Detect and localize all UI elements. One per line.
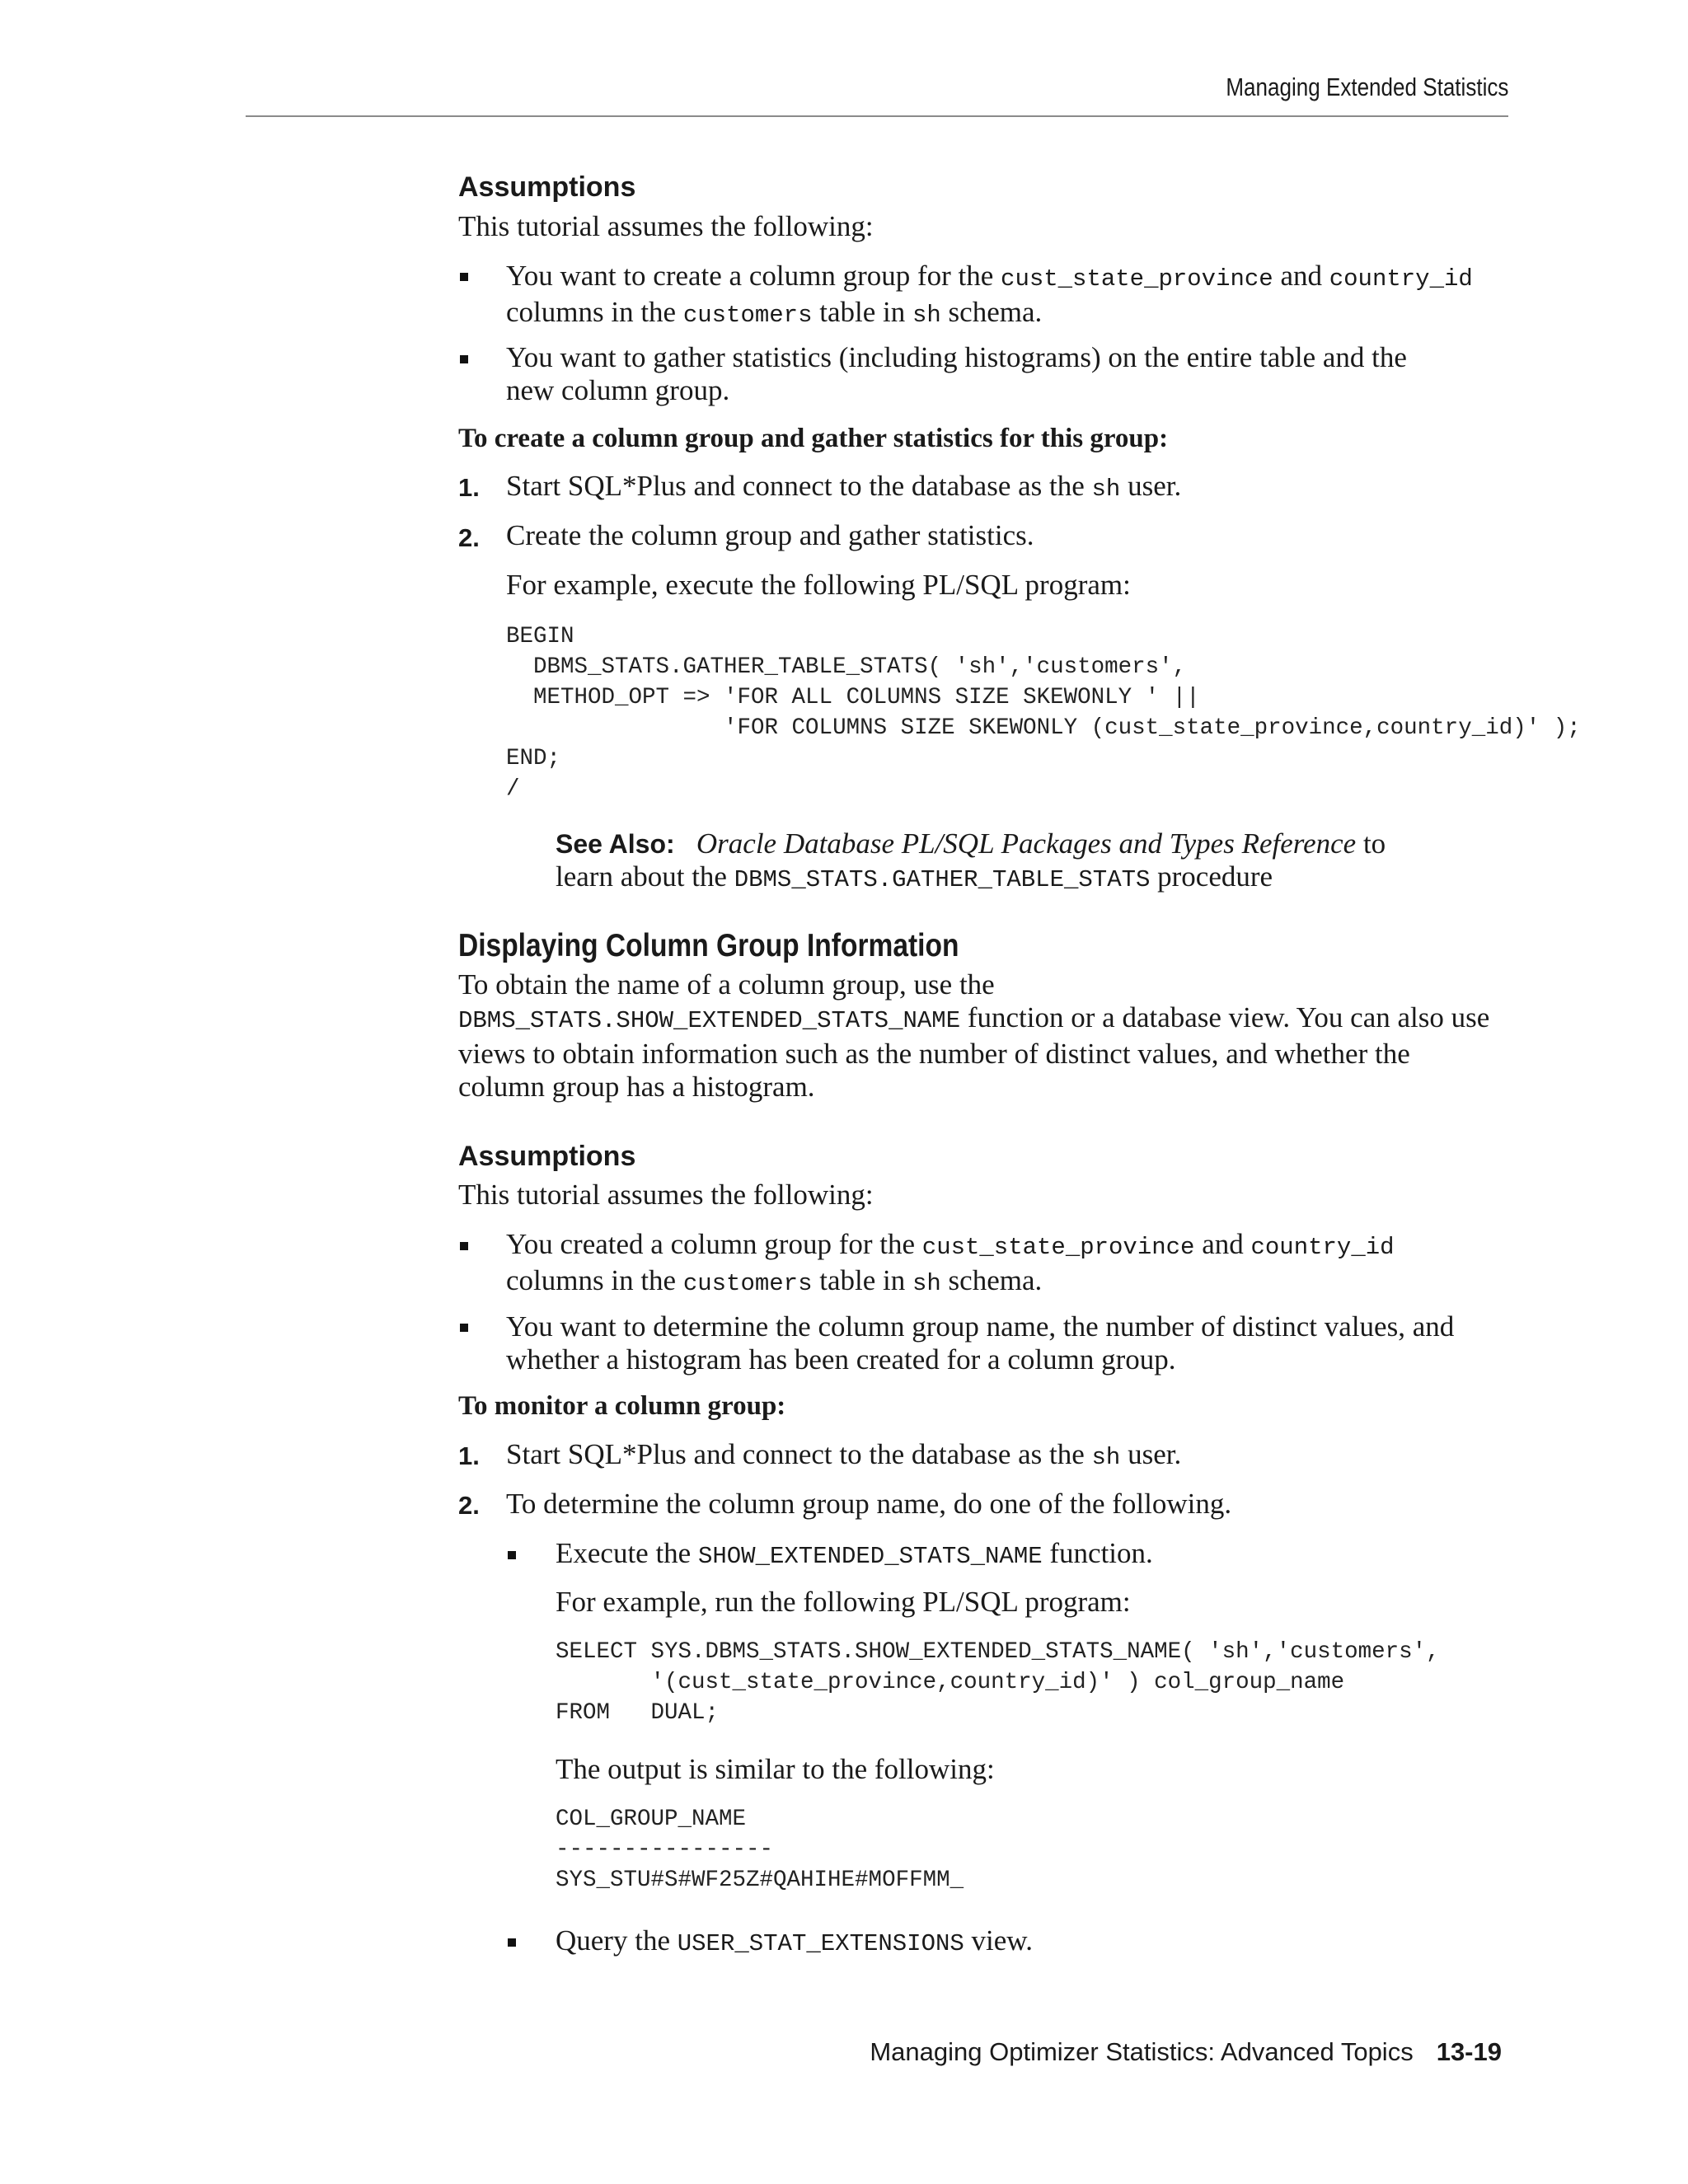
page-number: 13-19	[1436, 2037, 1502, 2066]
step-number: 1.	[458, 473, 480, 502]
page-footer	[870, 2037, 1502, 2067]
bullet-icon	[508, 1551, 516, 1559]
code-block: SELECT SYS.DBMS_STATS.SHOW_EXTENDED_STATS_NAME( 'sh','customers', '(cust_state_province,country_id)' ) col_group_name FROM DUAL;	[556, 1639, 1440, 1726]
procedure-title: To monitor a column group:	[458, 1391, 786, 1421]
bullet-icon	[460, 1242, 468, 1250]
assumptions-intro: This tutorial assumes the following:	[458, 210, 874, 242]
section-heading: Displaying Column Group Information	[458, 928, 959, 963]
example-intro: For example, execute the following PL/SQL program:	[506, 569, 1131, 601]
assumptions-heading: Assumptions	[458, 1141, 636, 1172]
reference-book-title: Oracle Database PL/SQL Packages and Types Reference	[696, 827, 1357, 860]
procedure-step: Start SQL*Plus and connect to the database as the sh user.	[506, 470, 1182, 503]
sub-step: Query the USER_STAT_EXTENSIONS view.	[556, 1924, 1034, 1957]
bullet-icon	[460, 355, 468, 363]
procedure-step: Start SQL*Plus and connect to the database as the sh user.	[506, 1438, 1182, 1471]
assumption-item: You want to gather statistics (including histograms) on the entire table and the new column group.	[506, 341, 1407, 406]
see-also-label: See Also:	[556, 829, 675, 859]
output-intro: The output is similar to the following:	[556, 1753, 995, 1785]
assumptions-intro: This tutorial assumes the following:	[458, 1179, 874, 1211]
bullet-icon	[508, 1938, 516, 1947]
assumption-item: You want to determine the column group name, the number of distinct values, and whether a histogram has been created for a column group.	[506, 1310, 1455, 1376]
output-block: COL_GROUP_NAME ---------------- SYS_STU#S#WF25Z#QAHIHE#MOFFMM_	[556, 1807, 964, 1893]
bullet-icon	[460, 273, 468, 281]
example-intro: For example, run the following PL/SQL program:	[556, 1586, 1131, 1618]
see-also-note: See Also: Oracle Database PL/SQL Packages and Types Reference to learn about the DBMS_STATS.GATHER_TABLE_STATS procedure	[556, 827, 1386, 893]
step-number: 2.	[458, 523, 480, 552]
sub-step: Execute the SHOW_EXTENDED_STATS_NAME function.	[556, 1537, 1153, 1570]
assumption-item: You want to create a column group for the cust_state_province and country_id columns in the customers table in sh schema.	[506, 260, 1473, 329]
step-number: 2.	[458, 1491, 480, 1520]
section-paragraph: To obtain the name of a column group, use the DBMS_STATS.SHOW_EXTENDED_STATS_NAME function or a database view. You can also use views to obtain information such as the number of distinct values, and whether the column group has a histogram.	[458, 968, 1490, 1103]
code-block: BEGIN DBMS_STATS.GATHER_TABLE_STATS( 'sh','customers', METHOD_OPT => 'FOR ALL COLUMNS SIZE SKEWONLY ' || 'FOR COLUMNS SIZE SKEWONLY (cust_state_province,country_id)' ); END; /	[506, 624, 1581, 802]
assumptions-heading: Assumptions	[458, 171, 636, 203]
procedure-step: To determine the column group name, do one of the following.	[506, 1488, 1232, 1520]
running-header	[246, 73, 1508, 117]
bullet-icon	[460, 1324, 468, 1332]
assumption-item: You created a column group for the cust_state_province and country_id columns in the customers table in sh schema.	[506, 1228, 1395, 1297]
running-header-title: Managing Extended Statistics	[1225, 73, 1508, 101]
procedure-step: Create the column group and gather statistics.	[506, 519, 1034, 551]
step-number: 1.	[458, 1441, 480, 1470]
procedure-title: To create a column group and gather statistics for this group:	[458, 424, 1169, 453]
footer-chapter-title: Managing Optimizer Statistics: Advanced Topics	[870, 2037, 1414, 2066]
